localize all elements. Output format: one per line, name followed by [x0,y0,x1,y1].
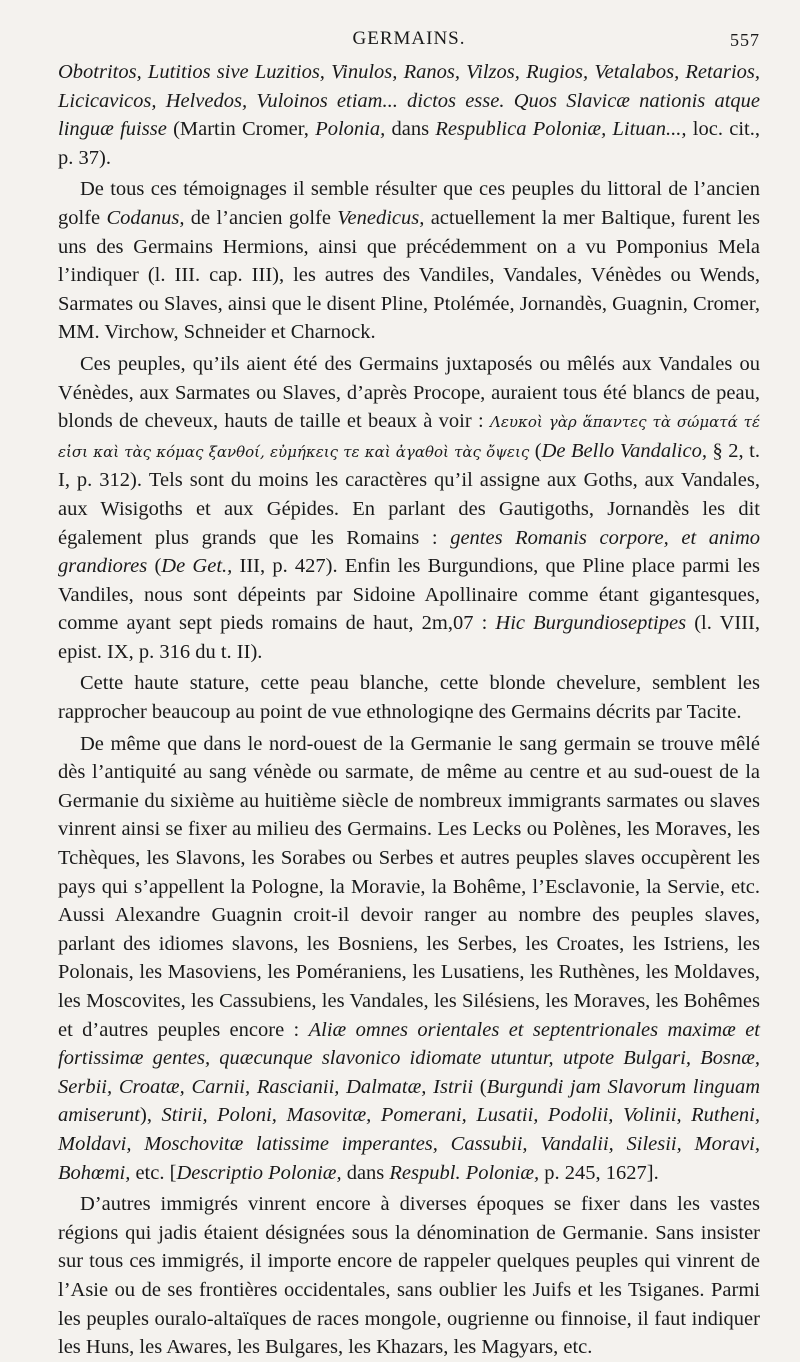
paragraph [58,669,760,726]
italic-text: Hic Burgundioseptipes [495,612,687,635]
paragraph [58,350,760,667]
italic-text: Venedicus, [337,206,425,229]
text-run: p. 245, 1627]. [539,1161,659,1184]
text-run: ( [147,555,162,578]
text-run: D’autres immigrés vinrent encore à diverses époques se fixer dans les vastes régions qui jadis étaient désignées sous la dénomination de Germanie. Sans insister sur tous ces immigrés, il importe encore de rappeler quelques peuples qui vinrent de l’Asie ou de ses frontières occidentales, sans oublier les Juifs et les Tsiganes. Parmi les peuples ouralo-altaïques de races mongole, ougrienne ou finnoise, il faut indiquer les Huns, les Awares, les Bulgares, les Khazars, les Magyars, etc. [58,1193,760,1359]
text-run: loc. cit., p. 37). [58,118,761,169]
text-run: Cette haute stature, cette peau blanche, cette blonde chevelure, semblent les rapprocher beaucoup au point de vue ethnologiqne des Germains décrits par Tacite. [58,672,760,724]
text-run: ( [529,439,542,462]
text-run: ), [140,1104,162,1127]
italic-text: De Bello Vandalico, [541,439,707,462]
text-run: (l. VIII, epist. IX, p. 316 du t. II). [58,612,761,663]
italic-text: Obotritos, Lutitios sive Luzitios, Vinulos, Ranos, Vilzos, Rugios, Vetalabos, Retarios, Licicavicos, Helvedos, Vuloinos etiam... dictos esse. Quos Slavicæ nationis atque linguæ fuisse [58,61,760,141]
paragraph [58,58,760,172]
running-header [58,28,760,58]
paragraph [58,1190,760,1362]
italic-text: Respubl. Poloniæ, [389,1161,540,1184]
paragraph [58,730,760,1188]
paragraph [58,175,760,347]
italic-text: Aliæ omnes orientales et septentrionales maximæ et fortissimæ gentes, quæcunque slavonico idiomate utuntur, utpote Bulgari, Bosnæ, Serbii, Croatæ, Carnii, Rascianii, Dalmatæ, Istrii [58,1018,760,1098]
text-run: III, p. 427). Enfin les Burgundions, que Pline place parmi les Vandiles, nous sont dépeints par Sidoine Apollinaire comme étant gigantesques, comme ayant sept pieds romains de haut, 2m,07 : [58,555,760,635]
running-title: GERMAINS. [352,28,466,49]
text-run: ( [473,1075,487,1098]
text-run: § 2, t. I, p. 312). Tels sont du moins les caractères qu’il assigne aux Goths, aux Vandales, aux Wisigoths et aux Gépides. En parlant des Gautigoths, Jornandès les dit également plus grands que les Romains : [58,439,760,549]
text-run: de l’ancien golfe [184,206,338,229]
italic-text: Respublica Poloniæ, Lituan..., [435,118,687,141]
page-number: 557 [730,30,760,50]
italic-text: Stirii, Poloni, Masovitæ, Pomerani, Lusatii, Podolii, Volinii, Rutheni, Moldavi, Moschovitæ latissime imperantes, Cassubii, Vandalii, Silesii, Moravi, Bohœmi, [58,1104,761,1184]
text-run: De même que dans le nord-ouest de la Germanie le sang germain se trouve mêlé dès l’antiquité au sang vénède ou sarmate, de même au centre et au sud-ouest de la Germanie du sixième au huitième siècle de nombreux immigrants sarmates ou slaves vinrent ainsi se fixer au milieu des Germains. Les Lecks ou Polènes, les Moraves, les Tchèques, les Slavons, les Sorabes ou Serbes et autres peuples slaves occupèrent les pays qui s’appellent la Pologne, la Moravie, la Bohême, l’Esclavonie, la Servie, etc. Aussi Alexandre Guagnin croit-il devoir ranger au nombre des peuples slaves, parlant des idiomes slavons, les Bosniens, les Serbes, les Croates, les Istriens, les Polonais, les Masoviens, les Poméraniens, les Lusatiens, les Ruthènes, les Moldaves, les Moscovites, les Cassubiens, les Vandales, les Silésiens, les Moraves, les Bohêmes et d’autres peuples encore : [58,732,760,1041]
text-run: De tous ces témoignages il semble résulter que ces peuples du littoral de l’ancien golfe [58,178,760,229]
text-run: dans [341,1161,390,1184]
italic-text: Polonia, [315,118,386,141]
page-body [58,58,760,1362]
italic-text: De Get., [161,555,233,578]
text-run: Ces peuples, qu’ils aient été des Germains juxtaposés ou mêlés aux Vandales ou Vénèdes, aux Sarmates ou Slaves, d’après Procope, auraient tous été blancs de peau, blonds de cheveux, hauts de taille et beaux à voir : [58,352,760,433]
text-run: (Martin Cromer, [166,118,316,141]
text-run: etc. [ [130,1161,177,1184]
italic-text: Burgundi jam Slavorum linguam amiserunt [58,1075,760,1127]
text-run: actuellement la mer Baltique, furent les uns des Germains Hermions, ainsi que précédemment on a vu Pomponius Mela l’indiquer (l. III. cap. III), les autres des Vandiles, Vandales, Vénèdes ou Wends, Sarmates ou Slaves, ainsi que le disent Pline, Ptolémée, Jornandès, Guagnin, Cromer, MM. Virchow, Schneider et Charnock. [58,206,761,344]
greek-quotation: Λευκοὶ γὰρ ἅπαντες τὰ σώματά τέ εἰσι καὶ τὰς κόμας ξανθοί, εὐμήκεις τε καὶ ἀγαθοὶ τὰς ὄψεις [58,413,760,461]
italic-text: gentes Romanis corpore, et animo grandiores [58,526,760,578]
italic-text: Descriptio Poloniæ, [176,1161,342,1184]
italic-text: Codanus, [106,206,185,229]
text-run: dans [385,118,436,141]
